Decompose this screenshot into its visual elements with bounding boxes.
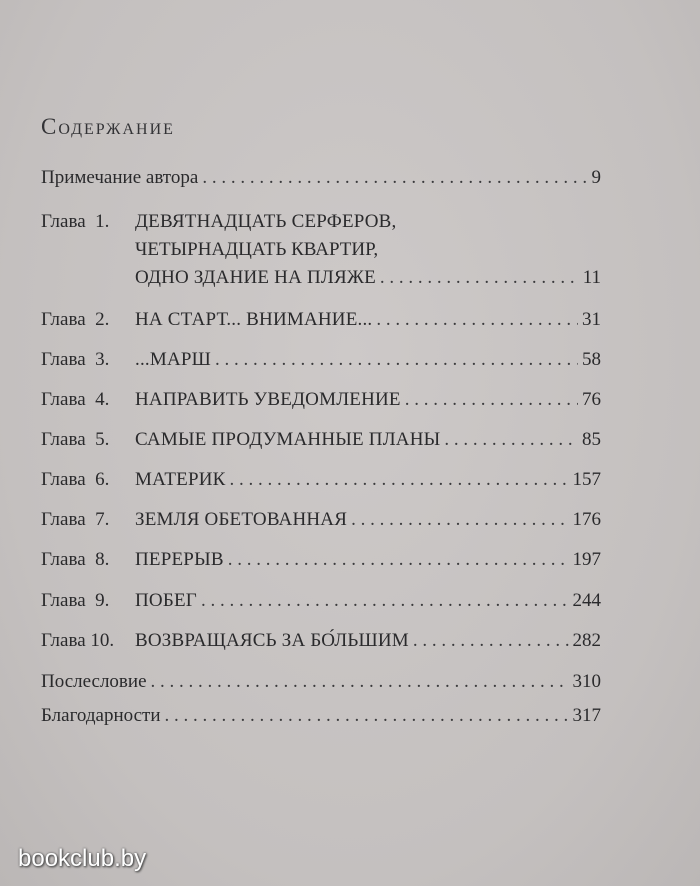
dot-leader [376,308,578,332]
dot-leader [351,508,568,532]
dot-leader [165,704,569,728]
chapter-label: Глава 8. [41,549,110,570]
toc-entry-chapter-10 [41,629,601,653]
page-number: 310 [572,671,601,692]
dot-leader [215,348,578,372]
page-number: 11 [582,267,601,288]
chapter-title: ЗЕМЛЯ ОБЕТОВАННАЯ [135,509,348,530]
chapter-number: 8. [95,549,110,570]
chapter-label: Глава 6. [41,469,110,490]
toc-entry-chapter-9 [41,589,601,613]
watermark: bookclub.by [18,845,147,872]
dot-leader [413,629,569,653]
toc-entry-chapter-2 [41,308,601,332]
toc-entry-preface [41,166,601,190]
chapter-title: МАТЕРИК [135,469,226,490]
dot-leader [230,468,569,492]
toc-entry-chapter-1-line-3 [41,266,601,290]
entry-title: Послесловие [41,671,147,692]
toc-entry-acknowledgements [41,704,601,728]
chapter-number: 3. [95,349,110,370]
chapter-label: Глава 9. [41,590,110,611]
chapter-label: Глава 3. [41,349,110,370]
toc-entry-chapter-8 [41,548,601,572]
page-number: 58 [582,349,601,370]
chapter-title-line: ЧЕТЫРНАДЦАТЬ КВАРТИР, [135,239,379,260]
page-number: 157 [572,469,601,490]
chapter-number: 2. [95,309,110,330]
chapter-title: ВОЗВРАЩАЯСЬ ЗА БО́ЛЬШИМ [135,630,409,651]
chapter-number: 7. [95,509,110,530]
page-number: 76 [582,389,601,410]
chapter-title-line: ДЕВЯТНАДЦАТЬ СЕРФЕРОВ, [135,211,397,232]
chapter-title: САМЫЕ ПРОДУМАННЫЕ ПЛАНЫ [135,429,441,450]
toc-entry-chapter-3 [41,348,601,372]
dot-leader [201,589,569,613]
entry-title: Благодарности [41,705,161,726]
dot-leader [228,548,569,572]
entry-title: Примечание автора [41,167,199,188]
dot-leader [444,428,578,452]
chapter-title: НА СТАРТ... ВНИМАНИЕ... [135,309,373,330]
toc-entry-chapter-4 [41,388,601,412]
chapter-title: ...МАРШ [135,349,211,370]
chapter-label: Глава 2. [41,309,110,330]
page-number: 176 [572,509,601,530]
chapter-title: НАПРАВИТЬ УВЕДОМЛЕНИЕ [135,389,401,410]
chapter-label: Глава 1. [41,211,110,232]
page-number: 282 [572,630,601,651]
page-number: 9 [591,167,601,188]
page-number: 244 [572,590,601,611]
chapter-number: 9. [95,590,110,611]
chapter-label: Глава 7. [41,509,110,530]
chapter-label: Глава 10. [41,630,115,651]
page-number: 197 [572,549,601,570]
chapter-label: Глава 5. [41,429,110,450]
chapter-number: 5. [95,429,110,450]
dot-leader [151,670,569,694]
chapter-title: ПОБЕГ [135,590,197,611]
toc-heading: Содержание [41,114,175,139]
chapter-title: ПЕРЕРЫВ [135,549,224,570]
page-number: 317 [572,705,601,726]
toc-entry-chapter-7 [41,508,601,532]
chapter-title-line: ОДНО ЗДАНИЕ НА ПЛЯЖЕ [135,267,376,288]
dot-leader [380,266,579,290]
dot-leader [405,388,578,412]
chapter-number: 10. [90,630,115,651]
page-number: 85 [582,429,601,450]
chapter-number: 6. [95,469,110,490]
chapter-number: 1. [95,211,110,232]
toc-entry-chapter-6 [41,468,601,492]
chapter-number: 4. [95,389,110,410]
toc-entry-afterword [41,670,601,694]
chapter-label: Глава 4. [41,389,110,410]
dot-leader [202,166,587,190]
page-number: 31 [582,309,601,330]
toc-entry-chapter-5 [41,428,601,452]
toc-entry-chapter-1-line-1 [41,210,601,234]
